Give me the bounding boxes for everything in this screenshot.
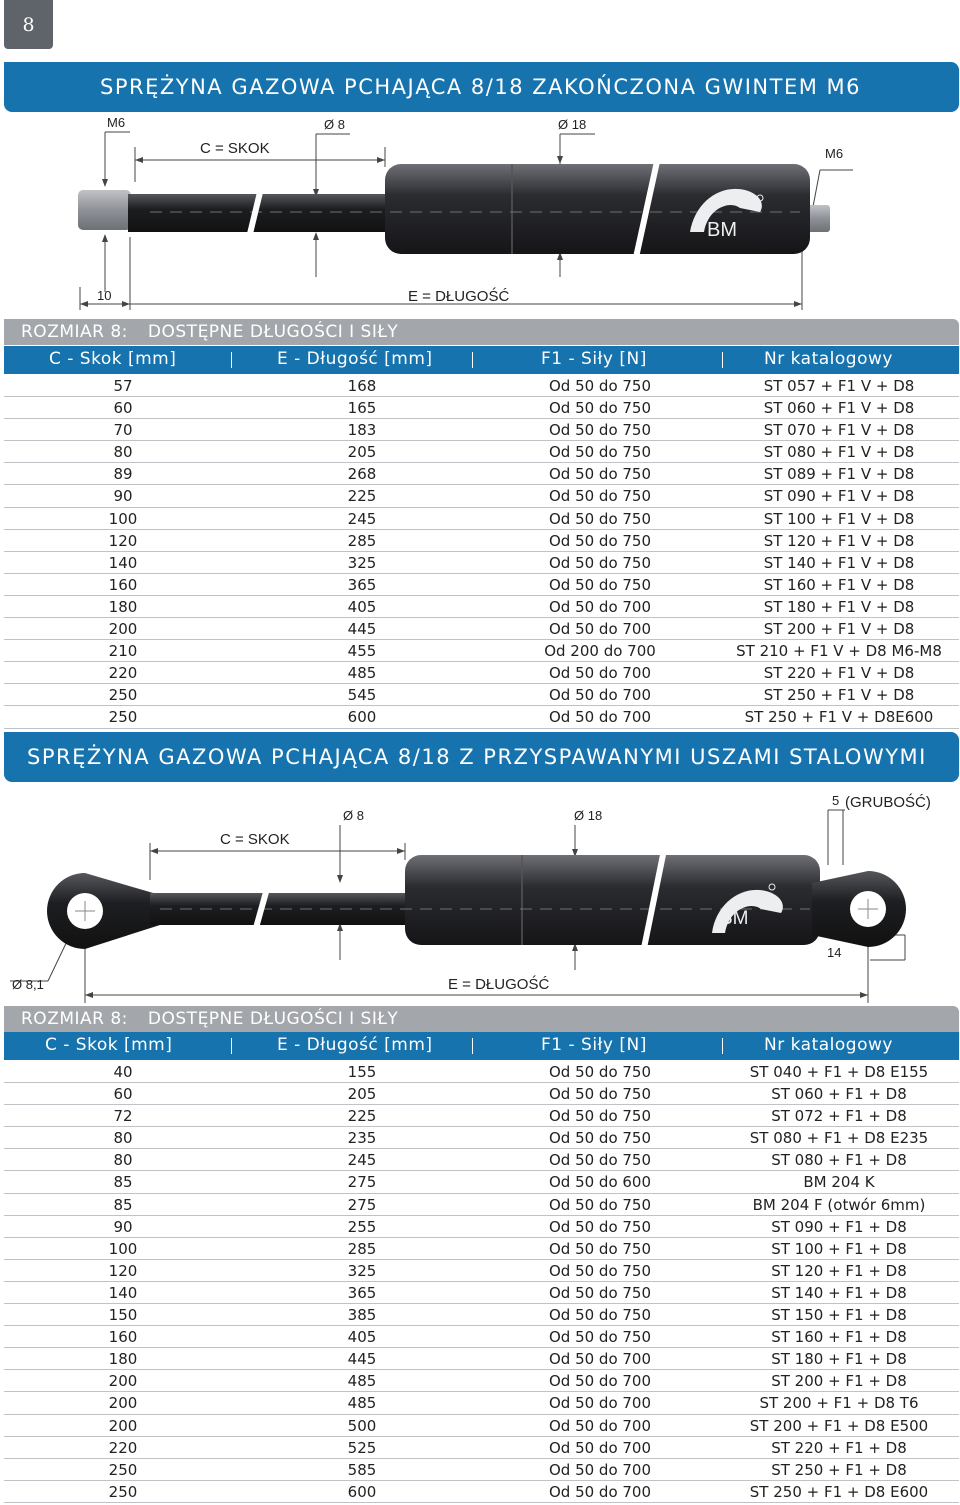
cell-force: Od 50 do 700 bbox=[548, 620, 652, 639]
cell-force: Od 50 do 750 bbox=[548, 1129, 652, 1148]
cell-stroke: 72 bbox=[113, 1107, 133, 1126]
cell-force: Od 50 do 750 bbox=[548, 509, 652, 528]
size-label: ROZMIAR 8: bbox=[21, 1009, 128, 1029]
size-label: ROZMIAR 8: bbox=[21, 322, 128, 342]
cell-force: Od 50 do 750 bbox=[548, 1063, 652, 1081]
cell-length: 285 bbox=[347, 1239, 377, 1258]
cell-stroke: 220 bbox=[108, 1438, 138, 1457]
eye-width-label: 14 bbox=[827, 945, 842, 960]
table-row bbox=[4, 1326, 959, 1348]
logo-text: BM bbox=[720, 908, 749, 929]
cell-length: 585 bbox=[347, 1460, 377, 1479]
cell-stroke: 60 bbox=[113, 399, 133, 418]
cell-catalog: ST 180 + F1 V + D8 bbox=[763, 597, 915, 616]
cell-catalog: ST 072 + F1 + D8 bbox=[771, 1107, 907, 1126]
cell-catalog: ST 220 + F1 V + D8 bbox=[763, 664, 915, 683]
cell-catalog: ST 080 + F1 V + D8 bbox=[763, 443, 915, 462]
cell-stroke: 85 bbox=[113, 1173, 133, 1192]
header-stroke: C - Skok [mm] bbox=[49, 349, 177, 369]
cell-length: 155 bbox=[347, 1063, 377, 1081]
cell-force: Od 50 do 700 bbox=[548, 686, 652, 705]
cell-catalog: ST 250 + F1 + D8 E600 bbox=[749, 1482, 929, 1501]
cell-catalog: ST 160 + F1 + D8 bbox=[771, 1328, 907, 1347]
cell-force: Od 50 do 750 bbox=[548, 575, 652, 594]
cell-length: 165 bbox=[347, 399, 377, 418]
cell-length: 385 bbox=[347, 1306, 377, 1325]
stroke-label: C = SKOK bbox=[220, 831, 290, 848]
cell-length: 600 bbox=[347, 1482, 377, 1501]
cell-catalog: ST 160 + F1 V + D8 bbox=[763, 575, 915, 594]
thread-left-label: M6 bbox=[107, 115, 126, 130]
cell-catalog: ST 180 + F1 + D8 bbox=[771, 1350, 907, 1369]
cell-stroke: 250 bbox=[108, 1460, 138, 1479]
header-catalog: Nr katalogowy bbox=[764, 349, 893, 369]
table-row bbox=[4, 552, 959, 574]
table-row bbox=[4, 485, 959, 507]
rod-diameter-label: Ø 8 bbox=[324, 117, 345, 132]
cell-force: Od 50 do 750 bbox=[548, 1107, 652, 1126]
cell-force: Od 50 do 750 bbox=[548, 399, 652, 418]
section2-table-title bbox=[4, 1006, 959, 1032]
cell-catalog: ST 250 + F1 + D8 bbox=[771, 1460, 907, 1479]
cell-catalog: ST 080 + F1 + D8 E235 bbox=[749, 1129, 929, 1148]
cell-stroke: 220 bbox=[108, 664, 138, 683]
cell-stroke: 80 bbox=[113, 1129, 133, 1148]
cell-stroke: 57 bbox=[113, 377, 133, 395]
cell-catalog: ST 040 + F1 + D8 E155 bbox=[749, 1063, 929, 1081]
cell-catalog: ST 080 + F1 + D8 bbox=[771, 1151, 907, 1170]
cell-length: 485 bbox=[347, 664, 377, 683]
caption-label: DOSTĘPNE DŁUGOŚCI I SIŁY bbox=[147, 1009, 399, 1029]
cell-catalog: ST 060 + F1 V + D8 bbox=[763, 399, 915, 418]
cell-catalog: ST 070 + F1 V + D8 bbox=[763, 421, 915, 440]
logo-text: BM bbox=[707, 219, 737, 241]
cell-catalog: ST 100 + F1 V + D8 bbox=[763, 509, 915, 528]
cell-force: Od 50 do 700 bbox=[548, 664, 652, 683]
cell-force: Od 50 do 750 bbox=[548, 1195, 652, 1214]
cell-length: 445 bbox=[347, 1350, 377, 1369]
cell-stroke: 160 bbox=[108, 1328, 138, 1347]
table-row bbox=[4, 1459, 959, 1481]
cell-force: Od 200 do 700 bbox=[544, 642, 656, 661]
cell-force: Od 50 do 750 bbox=[548, 1283, 652, 1302]
cell-force: Od 50 do 750 bbox=[548, 421, 652, 440]
cell-length: 500 bbox=[347, 1416, 377, 1435]
cell-stroke: 200 bbox=[108, 620, 138, 639]
cell-length: 285 bbox=[347, 531, 377, 550]
cell-force: Od 50 do 700 bbox=[548, 1460, 652, 1479]
cell-stroke: 100 bbox=[108, 1239, 138, 1258]
cell-force: Od 50 do 750 bbox=[548, 1217, 652, 1236]
cell-catalog: ST 200 + F1 V + D8 bbox=[763, 620, 915, 639]
cell-stroke: 89 bbox=[113, 465, 133, 484]
cell-stroke: 200 bbox=[108, 1416, 138, 1435]
cell-length: 235 bbox=[347, 1129, 377, 1148]
cell-stroke: 250 bbox=[108, 708, 138, 727]
cell-length: 600 bbox=[347, 708, 377, 727]
table-row bbox=[4, 441, 959, 463]
cell-length: 245 bbox=[347, 1151, 377, 1170]
cell-force: Od 50 do 750 bbox=[548, 1151, 652, 1170]
cell-stroke: 90 bbox=[113, 1217, 133, 1236]
cell-force: Od 50 do 700 bbox=[548, 1416, 652, 1435]
cell-stroke: 180 bbox=[108, 597, 138, 616]
tube-diameter-label: Ø 18 bbox=[558, 117, 587, 132]
cell-force: Od 50 do 750 bbox=[548, 1085, 652, 1104]
section1-table-title bbox=[4, 319, 959, 345]
table-row bbox=[4, 1171, 959, 1193]
cell-catalog: ST 090 + F1 + D8 bbox=[771, 1217, 907, 1236]
cell-stroke: 200 bbox=[108, 1394, 138, 1413]
tube-diameter-label: Ø 18 bbox=[574, 808, 603, 823]
cell-catalog: ST 089 + F1 V + D8 bbox=[763, 465, 915, 484]
table-row bbox=[4, 1415, 959, 1437]
section1-title: SPRĘŻYNA GAZOWA PCHAJĄCA 8/18 ZAKOŃCZONA GWINTEM M6 bbox=[4, 62, 959, 112]
table-row bbox=[4, 1481, 959, 1503]
cell-stroke: 180 bbox=[108, 1350, 138, 1369]
table-row bbox=[4, 1392, 959, 1414]
cell-length: 275 bbox=[347, 1173, 377, 1192]
cell-catalog: ST 057 + F1 V + D8 bbox=[763, 377, 915, 395]
cell-force: Od 50 do 750 bbox=[548, 531, 652, 550]
table-row bbox=[4, 1370, 959, 1392]
cell-force: Od 50 do 700 bbox=[548, 597, 652, 616]
table-row bbox=[4, 1238, 959, 1260]
table-row bbox=[4, 375, 959, 397]
cell-stroke: 60 bbox=[113, 1085, 133, 1104]
header-length: E - Długość [mm] bbox=[277, 349, 433, 369]
section1-diagram bbox=[0, 112, 960, 317]
cell-force: Od 50 do 600 bbox=[548, 1173, 652, 1192]
cell-stroke: 120 bbox=[108, 531, 138, 550]
thread-length-label: 10 bbox=[97, 288, 112, 303]
cell-catalog: ST 210 + F1 V + D8 M6-M8 bbox=[736, 642, 942, 661]
thickness-value: 5 bbox=[832, 793, 840, 808]
section2-diagram bbox=[0, 785, 960, 1005]
section2-table bbox=[4, 1061, 959, 1503]
cell-catalog: ST 100 + F1 + D8 bbox=[771, 1239, 907, 1258]
table-row bbox=[4, 1260, 959, 1282]
cell-length: 445 bbox=[347, 620, 377, 639]
cell-stroke: 80 bbox=[113, 443, 133, 462]
cell-stroke: 140 bbox=[108, 553, 138, 572]
cell-stroke: 200 bbox=[108, 1372, 138, 1391]
cell-stroke: 100 bbox=[108, 509, 138, 528]
header-catalog: Nr katalogowy bbox=[764, 1035, 893, 1055]
table-row bbox=[4, 1194, 959, 1216]
cell-stroke: 210 bbox=[108, 642, 138, 661]
table-row bbox=[4, 706, 959, 728]
table-row bbox=[4, 1348, 959, 1370]
cell-stroke: 90 bbox=[113, 487, 133, 506]
cell-catalog: ST 200 + F1 + D8 E500 bbox=[749, 1416, 929, 1435]
cell-length: 405 bbox=[347, 597, 377, 616]
hole-diameter-label: Ø 8,1 bbox=[12, 977, 44, 992]
cell-length: 325 bbox=[347, 1261, 377, 1280]
cell-stroke: 85 bbox=[113, 1195, 133, 1214]
table-row bbox=[4, 1216, 959, 1238]
table-row bbox=[4, 463, 959, 485]
table-row bbox=[4, 1127, 959, 1149]
thickness-label: (GRUBOŚĆ) bbox=[845, 794, 931, 811]
header-length: E - Długość [mm] bbox=[277, 1035, 433, 1055]
cell-length: 255 bbox=[347, 1217, 377, 1236]
cell-catalog: ST 140 + F1 + D8 bbox=[771, 1283, 907, 1302]
cell-force: Od 50 do 750 bbox=[548, 553, 652, 572]
cell-length: 365 bbox=[347, 575, 377, 594]
table-row bbox=[4, 397, 959, 419]
cell-force: Od 50 do 700 bbox=[548, 1372, 652, 1391]
cell-catalog: ST 060 + F1 + D8 bbox=[771, 1085, 907, 1104]
table-row bbox=[4, 1083, 959, 1105]
cell-catalog: ST 120 + F1 + D8 bbox=[771, 1261, 907, 1280]
cell-catalog: ST 090 + F1 V + D8 bbox=[763, 487, 915, 506]
table-row bbox=[4, 1304, 959, 1326]
cell-length: 245 bbox=[347, 509, 377, 528]
cell-catalog: ST 200 + F1 + D8 T6 bbox=[759, 1394, 919, 1413]
cell-length: 405 bbox=[347, 1328, 377, 1347]
page-number: 8 bbox=[4, 0, 53, 49]
cell-catalog: BM 204 K bbox=[803, 1173, 875, 1192]
cell-force: Od 50 do 700 bbox=[548, 1438, 652, 1457]
cell-length: 325 bbox=[347, 553, 377, 572]
cell-force: Od 50 do 700 bbox=[548, 1394, 652, 1413]
table-row bbox=[4, 530, 959, 552]
cell-force: Od 50 do 700 bbox=[548, 1482, 652, 1501]
table-row bbox=[4, 574, 959, 596]
cell-force: Od 50 do 750 bbox=[548, 377, 652, 395]
cell-stroke: 70 bbox=[113, 421, 133, 440]
cell-force: Od 50 do 750 bbox=[548, 1239, 652, 1258]
cell-stroke: 40 bbox=[113, 1063, 133, 1081]
cell-catalog: ST 150 + F1 + D8 bbox=[771, 1306, 907, 1325]
cell-force: Od 50 do 750 bbox=[548, 1306, 652, 1325]
cell-catalog: ST 120 + F1 V + D8 bbox=[763, 531, 915, 550]
header-force: F1 - Siły [N] bbox=[541, 349, 647, 369]
cell-stroke: 250 bbox=[108, 686, 138, 705]
cell-length: 268 bbox=[347, 465, 377, 484]
cell-length: 183 bbox=[347, 421, 377, 440]
header-force: F1 - Siły [N] bbox=[541, 1035, 647, 1055]
table-row bbox=[4, 596, 959, 618]
table-row bbox=[4, 419, 959, 441]
cell-force: Od 50 do 750 bbox=[548, 1261, 652, 1280]
cell-force: Od 50 do 750 bbox=[548, 1328, 652, 1347]
caption-label: DOSTĘPNE DŁUGOŚCI I SIŁY bbox=[147, 322, 399, 342]
cell-catalog: ST 250 + F1 V + D8 bbox=[763, 686, 915, 705]
cell-length: 525 bbox=[347, 1438, 377, 1457]
cell-stroke: 140 bbox=[108, 1283, 138, 1302]
table-row bbox=[4, 508, 959, 530]
cell-catalog: ST 140 + F1 V + D8 bbox=[763, 553, 915, 572]
thread-right-label: M6 bbox=[825, 146, 844, 161]
cell-catalog: ST 220 + F1 + D8 bbox=[771, 1438, 907, 1457]
cell-force: Od 50 do 750 bbox=[548, 443, 652, 462]
cell-length: 225 bbox=[347, 487, 377, 506]
cell-catalog: ST 250 + F1 V + D8E600 bbox=[744, 708, 934, 727]
cell-stroke: 150 bbox=[108, 1306, 138, 1325]
cell-stroke: 160 bbox=[108, 575, 138, 594]
cell-length: 485 bbox=[347, 1394, 377, 1413]
length-label: E = DŁUGOŚĆ bbox=[448, 976, 550, 993]
cell-length: 205 bbox=[347, 443, 377, 462]
cell-force: Od 50 do 700 bbox=[548, 708, 652, 727]
cell-stroke: 80 bbox=[113, 1151, 133, 1170]
cell-length: 485 bbox=[347, 1372, 377, 1391]
cell-catalog: BM 204 F (otwór 6mm) bbox=[752, 1195, 926, 1214]
cell-force: Od 50 do 750 bbox=[548, 465, 652, 484]
table-row bbox=[4, 1061, 959, 1083]
length-label: E = DŁUGOŚĆ bbox=[408, 288, 510, 305]
table-row bbox=[4, 618, 959, 640]
cell-stroke: 250 bbox=[108, 1482, 138, 1501]
cell-force: Od 50 do 750 bbox=[548, 487, 652, 506]
header-stroke: C - Skok [mm] bbox=[45, 1035, 173, 1055]
stroke-label: C = SKOK bbox=[200, 140, 270, 157]
cell-length: 545 bbox=[347, 686, 377, 705]
rod-diameter-label: Ø 8 bbox=[343, 808, 364, 823]
cell-length: 168 bbox=[347, 377, 377, 395]
section1-column-headers bbox=[4, 346, 959, 374]
cell-length: 455 bbox=[347, 642, 377, 661]
cell-length: 275 bbox=[347, 1195, 377, 1214]
table-row bbox=[4, 662, 959, 684]
cell-length: 225 bbox=[347, 1107, 377, 1126]
table-row bbox=[4, 1437, 959, 1459]
section2-title: SPRĘŻYNA GAZOWA PCHAJĄCA 8/18 Z PRZYSPAWANYMI USZAMI STALOWYMI bbox=[4, 732, 959, 782]
table-row bbox=[4, 684, 959, 706]
cell-length: 365 bbox=[347, 1283, 377, 1302]
table-row bbox=[4, 1149, 959, 1171]
cell-length: 205 bbox=[347, 1085, 377, 1104]
section2-column-headers bbox=[4, 1032, 959, 1060]
table-row bbox=[4, 1282, 959, 1304]
cell-catalog: ST 200 + F1 + D8 bbox=[771, 1372, 907, 1391]
cell-force: Od 50 do 700 bbox=[548, 1350, 652, 1369]
table-row bbox=[4, 640, 959, 662]
cell-stroke: 120 bbox=[108, 1261, 138, 1280]
section1-table bbox=[4, 375, 959, 729]
table-row bbox=[4, 1105, 959, 1127]
